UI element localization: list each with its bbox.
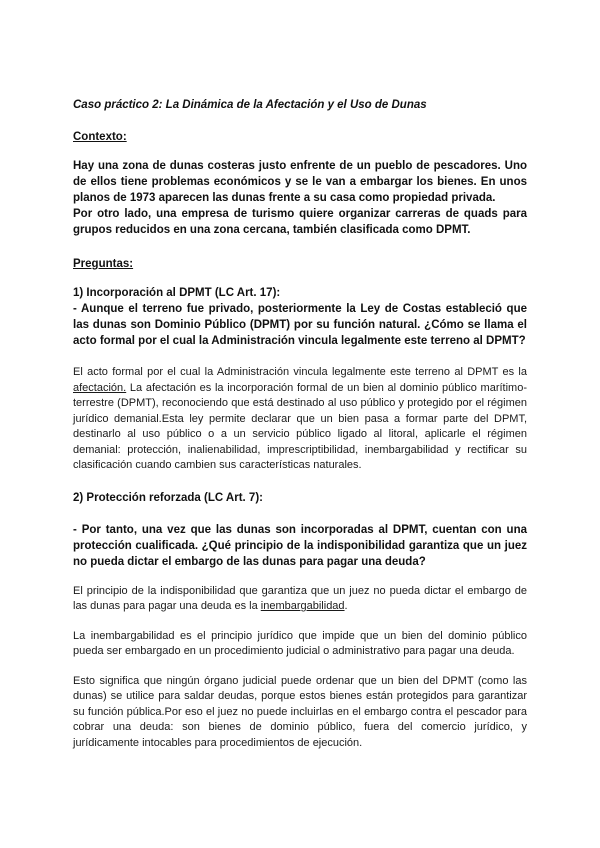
question-1-text: - Aunque el terreno fue privado, posteriormente la Ley de Costas estableció que las dunas son Dominio Público (DPMT) por su función natural. ¿Cómo se llama el acto formal por el cual la Administración vincula legalmente este terreno al DPMT? bbox=[73, 303, 527, 347]
answer-2-term: inembargabilidad bbox=[260, 600, 345, 612]
answer-1-term: afectación. bbox=[73, 381, 127, 394]
answer-2-paragraph-1 bbox=[73, 584, 527, 615]
context-paragraph-2: Por otro lado, una empresa de turismo quiere organizar carreras de quads para grupos reducidos en una zona cercana, también clasificada como DPMT. bbox=[73, 208, 527, 236]
answer-2-paragraph-3: Esto significa que ningún órgano judicial puede ordenar que un bien del DPMT (como las dunas) se utilice para saldar deudas, porque estos bienes están protegidos para garantizar su función pública.Por eso el juez no puede incluirlas en el embargo contra el pescador para cobrar una deuda: son bienes de dominio público, fuera del comercio jurídico, y jurídicamente intocables para procedimientos de ejecución. bbox=[73, 674, 527, 749]
answer-2-paragraph-2: La inembargabilidad es el principio jurídico que impide que un bien del dominio público pueda ser embargado en un procedimiento judicial o administrativo para pagar una deuda. bbox=[73, 629, 527, 657]
question-2-heading: 2) Protección reforzada (LC Art. 7): bbox=[73, 491, 263, 504]
context-paragraph-1: Hay una zona de dunas costeras justo enfrente de un pueblo de pescadores. Uno de ellos tiene problemas económicos y se le van a embargar los bienes. En unos planos de 1973 aparecen las dunas frente a su casa como propiedad privada. bbox=[73, 160, 527, 204]
context-heading: Contexto: bbox=[73, 131, 127, 143]
answer-2-prefix: El principio de la indisponibilidad que garantiza que un juez no pueda dictar el embargo de las dunas para pagar una deuda es la bbox=[73, 584, 527, 612]
question-1-heading: 1) Incorporación al DPMT (LC Art. 17): bbox=[73, 287, 281, 299]
answer-1-prefix: El acto formal por el cual la Administración vincula legalmente este terreno al DPMT es la bbox=[73, 366, 527, 378]
document-title: Caso práctico 2: La Dinámica de la Afectación y el Uso de Dunas bbox=[73, 99, 427, 111]
questions-heading: Preguntas: bbox=[73, 258, 134, 270]
question-2-text: - Por tanto, una vez que las dunas son incorporadas al DPMT, cuentan con una protección cualificada. ¿Qué principio de la indisponibilidad garantiza que un juez no pueda dictar el embargo de las dunas para pagar una deuda? bbox=[73, 523, 527, 568]
document-body bbox=[73, 97, 527, 751]
answer-1-paragraph bbox=[73, 365, 527, 474]
answer-2-suffix: . bbox=[344, 600, 348, 612]
answer-1-rest: La afectación es la incorporación formal de un bien al dominio público marítimo-terrestre (DPMT), reconociendo que está destinado al uso público y protegido por el régimen jurídico demanial.Esta ley permite declarar que un bien pasa a formar parte del DPMT, destinarlo al uso público o a un servicio público ligado al litoral, aplicarle el régimen demanial: protección, inalienabilidad, imprescriptibilidad, inembargabilidad y rectificar su clasificación cuando cambien sus características naturales. bbox=[73, 381, 527, 471]
